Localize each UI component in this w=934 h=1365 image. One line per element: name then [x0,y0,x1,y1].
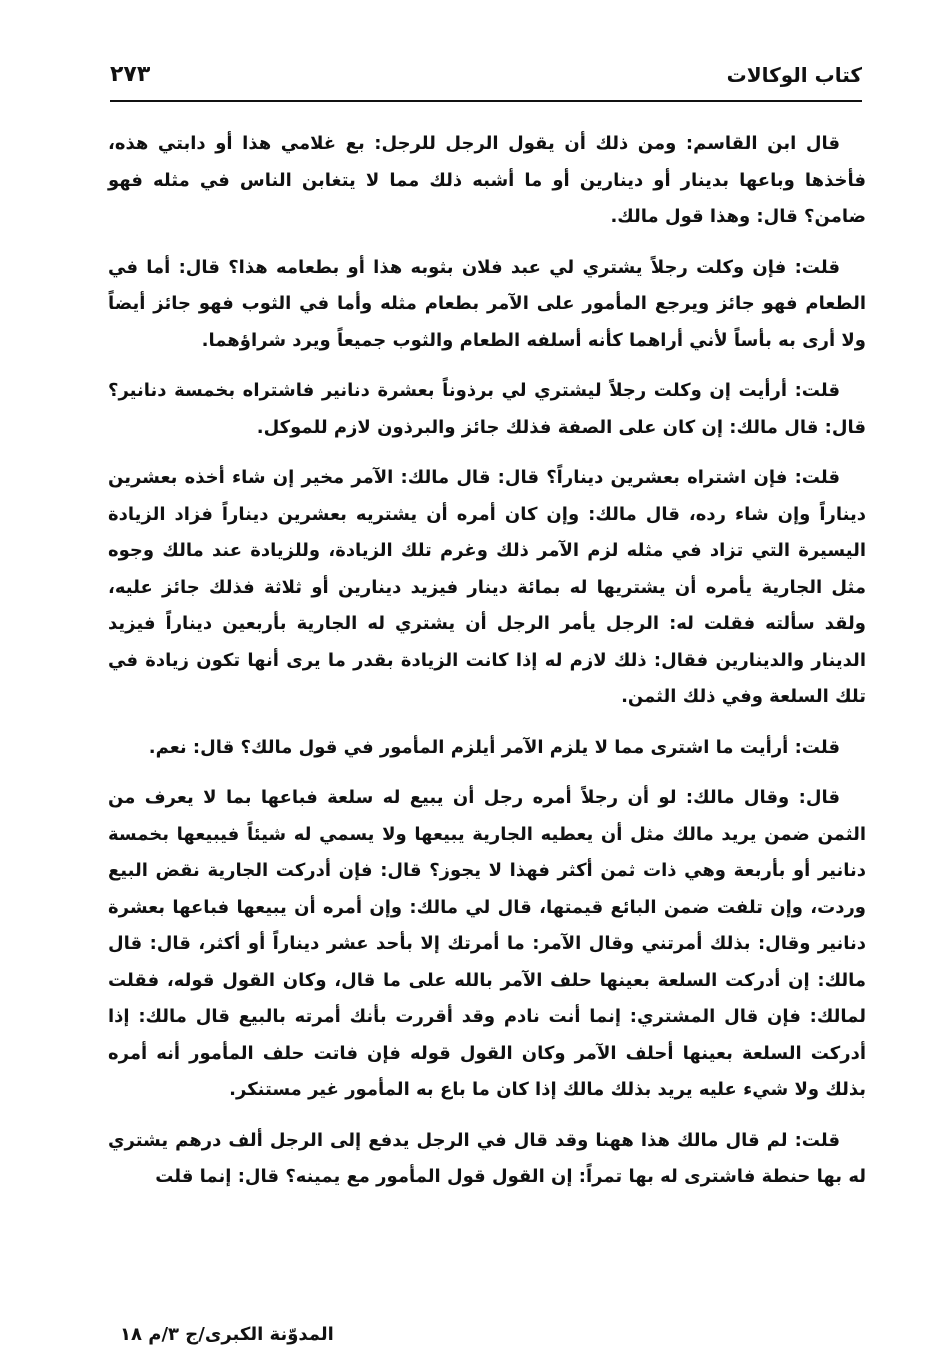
book-section-title: كتاب الوكالات [726,63,862,87]
paragraph-selling-goods: قال: وقال مالك: لو أن رجلاً أمره رجل أن يبيع له سلعة فباعها بما لا يعرف من الثمن ضمن يريد مالك مثل أن يعطيه الجارية يبيعها ولا يسمي له شيئاً فيبيعها بخمسة دنانير أو بأربعة وهي ذات ثمن أكثر فهذا لا يجوز؟ قال: فإن أدركت الجارية نقض البيع وردت، وإن تلفت ضمن البائع قيمتها، قال لي مالك: وإن أمره أن يبيعها فباعها بعشرة دنانير وقال: بذلك أمرتني وقال الآمر: ما أمرتك إلا بأحد عشر ديناراً أو أكثر، قال: قال مالك: إن أدركت السلعة بعينها حلف الآمر بالله على ما قال، وكان القول قوله، فقلت لمالك: فإن قال المشتري: إنما أنت نادم وقد أقررت بأنك أمرته بالبيع قال مالك: إذا أدركت السلعة بعينها أحلف الآمر وكان القول قوله فإن فاتت حلف المأمور أنه أمره بذلك ولا شيء عليه يريد بذلك مالك إذا كان ما باع به المأمور غير مستنكر. [108,787,866,1100]
paragraph-twenty-dinars: قلت: فإن اشتراه بعشرين ديناراً؟ قال: قال مالك: الآمر مخير إن شاء أخذه بعشرين ديناراً وإن شاء رده، قال مالك: وإن كان أمره أن يشتريه بعشرين ديناراً فزاد الزيادة اليسيرة التي تزاد في مثله لزم الآمر ذلك وغرم تلك الزيادة، وللزيادة عند مالك وجوه مثل الجارية يأمره أن يشتريها له بمائة دينار فيزيد دينارين أو ثلاثة فذلك جائز عليه، ولقد سألته فقلت له: الرجل يأمر الرجل أن يشتري له الجارية بأربعين ديناراً فيزيد الدينار والدينارين فقال: ذلك لازم له إذا كانت الزيادة بقدر ما يرى أنها تكون زيادة في تلك السلعة وفي ذلك الثمن. [108,467,866,707]
paragraph-wheat-dates: قلت: لم قال مالك هذا ههنا وقد قال في الرجل يدفع إلى الرجل ألف درهم يشتري له بها حنطة فاشترى له بها تمراً: إن القول قول المأمور مع يمينه؟ قال: إنما قلت [108,1129,866,1187]
paragraph-ibn-alqasim: قال ابن القاسم: ومن ذلك أن يقول الرجل للرجل: بع غلامي هذا أو دابتي هذه، فأخذها وباعها بدينار أو دينارين أو ما أشبه ذلك مما لا يتغابن الناس في مثله فهو ضامن؟ قال: وهذا قول مالك. [108,133,866,227]
page-number: ٢٧٣ [110,62,151,87]
paragraph-food-cloth: قلت: فإن وكلت رجلاً يشتري لي عبد فلان بثوبه هذا أو بطعامه هذا؟ قال: أما في الطعام فهو جائز ويرجع المأمور على الآمر بطعام مثله وأما في الثوب فهو جائز أيضاً ولا أرى به بأساً لأني أراهما كأنه أسلفه الطعام والثوب جميعاً ويرد شراؤهما. [108,256,866,351]
paragraph-agent-liability: قلت: أرأيت ما اشترى مما لا يلزم الآمر أيلزم المأمور في قول مالك؟ قال: نعم. [148,736,840,758]
page-header [110,58,862,102]
header-divider [110,100,862,102]
page-footer-signature: المدوّنة الكبرى/ج ٣/م ١٨ [120,1324,334,1345]
paragraph-birdhawn-five: قلت: أرأيت إن وكلت رجلاً ليشتري لي برذوناً بعشرة دنانير فاشتراه بخمسة دنانير؟ قال: قال مالك: إن كان على الصفة فذلك جائز والبرذون لازم للموكل. [108,380,866,438]
page-body [108,126,866,1210]
